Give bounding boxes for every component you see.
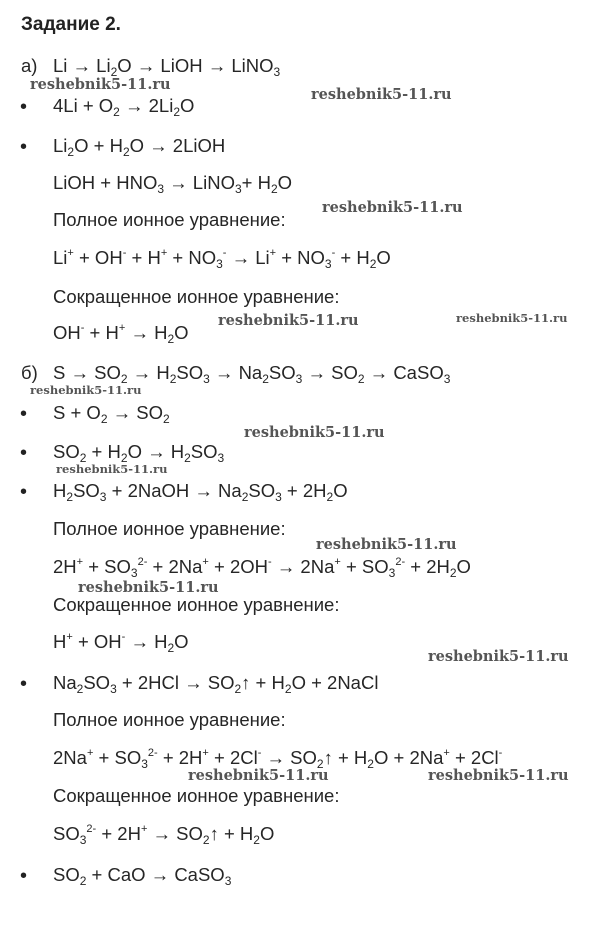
watermark: reshebnik5-11.ru	[218, 312, 359, 329]
watermark: reshebnik5-11.ru	[188, 767, 329, 784]
bullet-icon: •	[20, 865, 28, 887]
equation-b4: $Na_2SO_3 + 2HCl$ → $SO_2↑ + H_2O$ + 2NaCl	[53, 672, 379, 696]
equation-a2: $Li_2O + H_2O$ → 2LiOH	[53, 135, 226, 159]
equation-b1: $S + O_2 \to SO_2$	[53, 402, 170, 426]
section-a-label: а)	[21, 55, 38, 76]
watermark: reshebnik5-11.ru	[30, 76, 171, 93]
short-ionic-label-b1: Сокращенное ионное уравнение:	[53, 594, 340, 615]
full-ionic-label-b2: Полное ионное уравнение:	[53, 709, 286, 730]
section-a-chain: $Li \to Li_2O$ → LiOH → LiNO$_3$	[53, 55, 281, 79]
full-ionic-b2: $2Na^+ + SO_3^{2-} + 2H^+ + 2Cl^-$ → $SO_2↑ + H_2O + 2Na^+ + 2Cl^-$	[53, 747, 503, 771]
watermark: reshebnik5-11.ru	[316, 536, 457, 553]
watermark: reshebnik5-11.ru	[456, 311, 568, 325]
short-ionic-b1: $H^+ + OH^- \to H_2O$	[53, 631, 189, 655]
bullet-icon: •	[20, 136, 28, 158]
watermark: reshebnik5-11.ru	[322, 199, 463, 216]
full-ionic-b1: $2H^+ + SO_3^{2-} + 2Na^+ + 2OH^- \to 2Na^+ + SO_3^{2-} + 2H_2O$	[53, 556, 471, 580]
bullet-icon: •	[20, 403, 28, 425]
full-ionic-label-a: Полное ионное уравнение:	[53, 209, 286, 230]
watermark: reshebnik5-11.ru	[244, 424, 385, 441]
short-ionic-label-a: Сокращенное ионное уравнение:	[53, 286, 340, 307]
page-title: Задание 2.	[21, 14, 121, 35]
bullet-icon: •	[20, 481, 28, 503]
equation-b5: $SO_2$ + CaO → CaSO$_3$	[53, 864, 232, 888]
section-b-label: б)	[21, 362, 38, 383]
short-ionic-a: $OH^- + H^+ \to H_2O$	[53, 322, 189, 346]
equation-b2: $SO_2 + H_2O \to H_2SO_3$	[53, 441, 225, 465]
short-ionic-b2: $SO_3^{2-} + 2H^+$ → $SO_2↑ + H_2O$	[53, 823, 275, 847]
bullet-icon: •	[20, 442, 28, 464]
watermark: reshebnik5-11.ru	[428, 648, 569, 665]
full-ionic-label-b1: Полное ионное уравнение:	[53, 518, 286, 539]
watermark: reshebnik5-11.ru	[30, 383, 142, 397]
equation-a3: LiOH + $HNO_3$ → LiNO$_3$+ $H_2O$	[53, 172, 293, 196]
watermark: reshebnik5-11.ru	[78, 579, 219, 596]
full-ionic-a: $Li^+ + OH^- + H^+ + NO_3^- \to Li^+ + NO_3^- + H_2O$	[53, 247, 391, 271]
short-ionic-label-b2: Сокращенное ионное уравнение:	[53, 785, 340, 806]
equation-b3: $H_2SO_3$ + 2NaOH → $Na_2SO_3 + 2H_2O$	[53, 480, 348, 504]
equation-a1: $4Li + O_2 \to 2Li_2O$	[53, 95, 195, 119]
section-b-chain: $S \to SO_2 \to H_2SO_3 \to Na_2SO_3 \to SO_2$ → CaSO$_3$	[53, 362, 451, 386]
bullet-icon: •	[20, 673, 28, 695]
watermark: reshebnik5-11.ru	[56, 462, 168, 476]
bullet-icon: •	[20, 96, 28, 118]
watermark: reshebnik5-11.ru	[428, 767, 569, 784]
watermark: reshebnik5-11.ru	[311, 86, 452, 103]
